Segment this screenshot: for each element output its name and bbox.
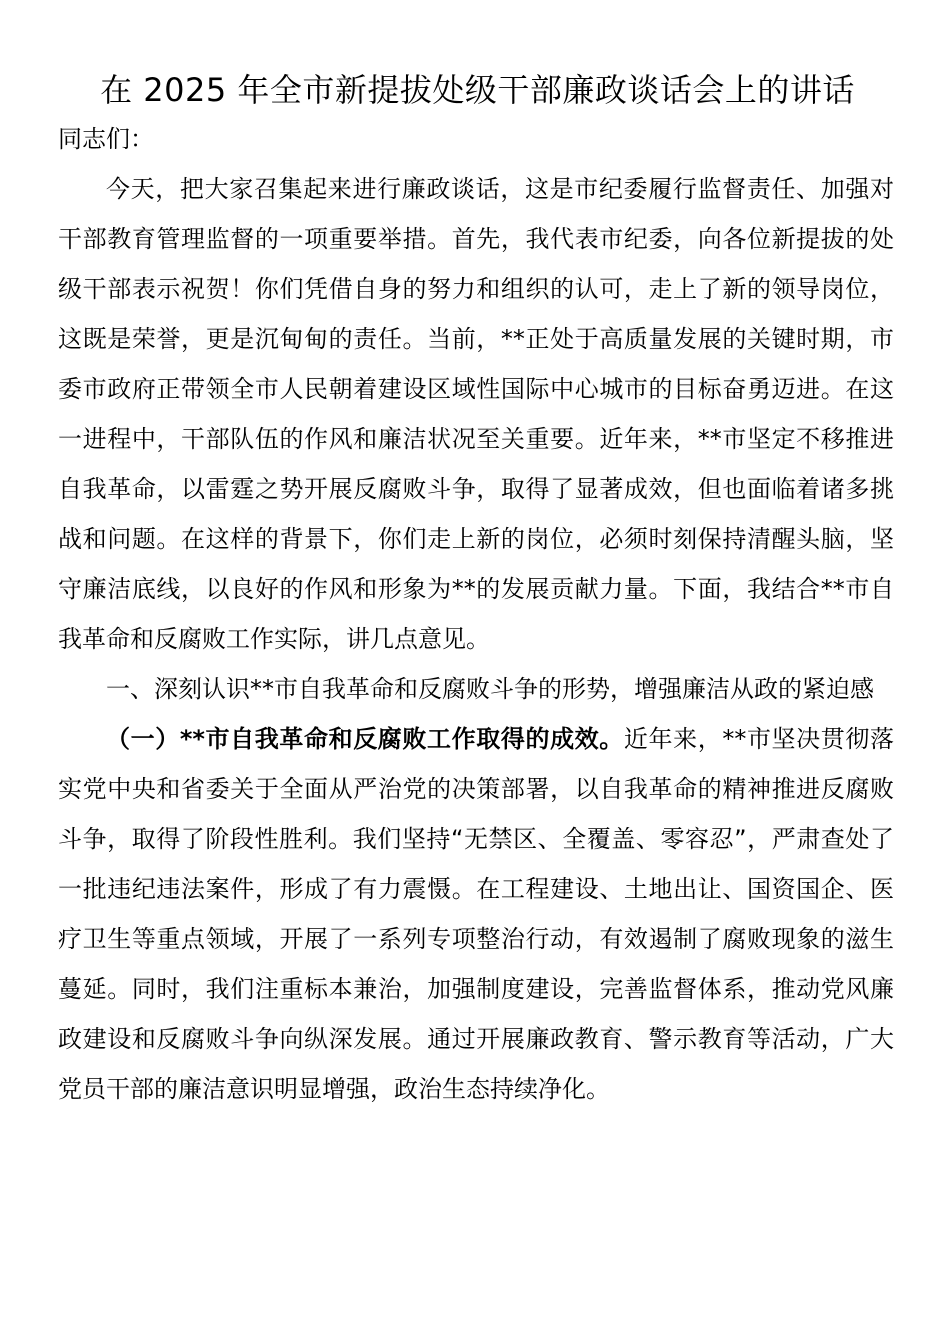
- section-1-heading: 一、深刻认识**市自我革命和反腐败斗争的形势，增强廉洁从政的紧迫感: [106, 675, 874, 703]
- greeting: 同志们：: [58, 125, 154, 153]
- subsection-1-heading: （一）**市自我革命和反腐败工作取得的成效。: [106, 725, 624, 753]
- opening-paragraph: 今天，把大家召集起来进行廉政谈话，这是市纪委履行监督责任、加强对干部教育管理监督的一项重要举措。首先，我代表市纪委，向各位新提拔的处级干部表示祝贺！你们凭借自身的努力和组织的认可，走上了新的领导岗位，这既是荣誉，更是沉甸甸的责任。当前，**正处于高质量发展的关键时期，市委市政府正带领全市人民朝着建设区域性国际中心城市的目标奋勇迈进。在这一进程中，干部队伍的作风和廉洁状况至关重要。近年来，**市坚定不移推进自我革命，以雷霆之势开展反腐败斗争，取得了显著成效，但也面临着诸多挑战和问题。在这样的背景下，你们走上新的岗位，必须时刻保持清醒头脑，坚守廉洁底线，以良好的作风和形象为**的发展贡献力量。下面，我结合**市自我革命和反腐败工作实际，讲几点意见。: [58, 175, 894, 653]
- subsection-1-body: 近年来，**市坚决贯彻落实党中央和省委关于全面从严治党的决策部署，以自我革命的精神推进反腐败斗争，取得了阶段性胜利。我们坚持“无禁区、全覆盖、零容忍”，严肃查处了一批违纪违法案件，形成了有力震慑。在工程建设、土地出让、国资国企、医疗卫生等重点领域，开展了一系列专项整治行动，有效遏制了腐败现象的滋生蔓延。同时，我们注重标本兼治，加强制度建设，完善监督体系，推动党风廉政建设和反腐败斗争向纵深发展。通过开展廉政教育、警示教育等活动，广大党员干部的廉洁意识明显增强，政治生态持续净化。: [58, 725, 894, 1103]
- document-title: 在 2025 年全市新提拔处级干部廉政谈话会上的讲话: [100, 71, 855, 109]
- subsection-1-paragraph: [58, 714, 894, 1114]
- document-body: [58, 114, 894, 1114]
